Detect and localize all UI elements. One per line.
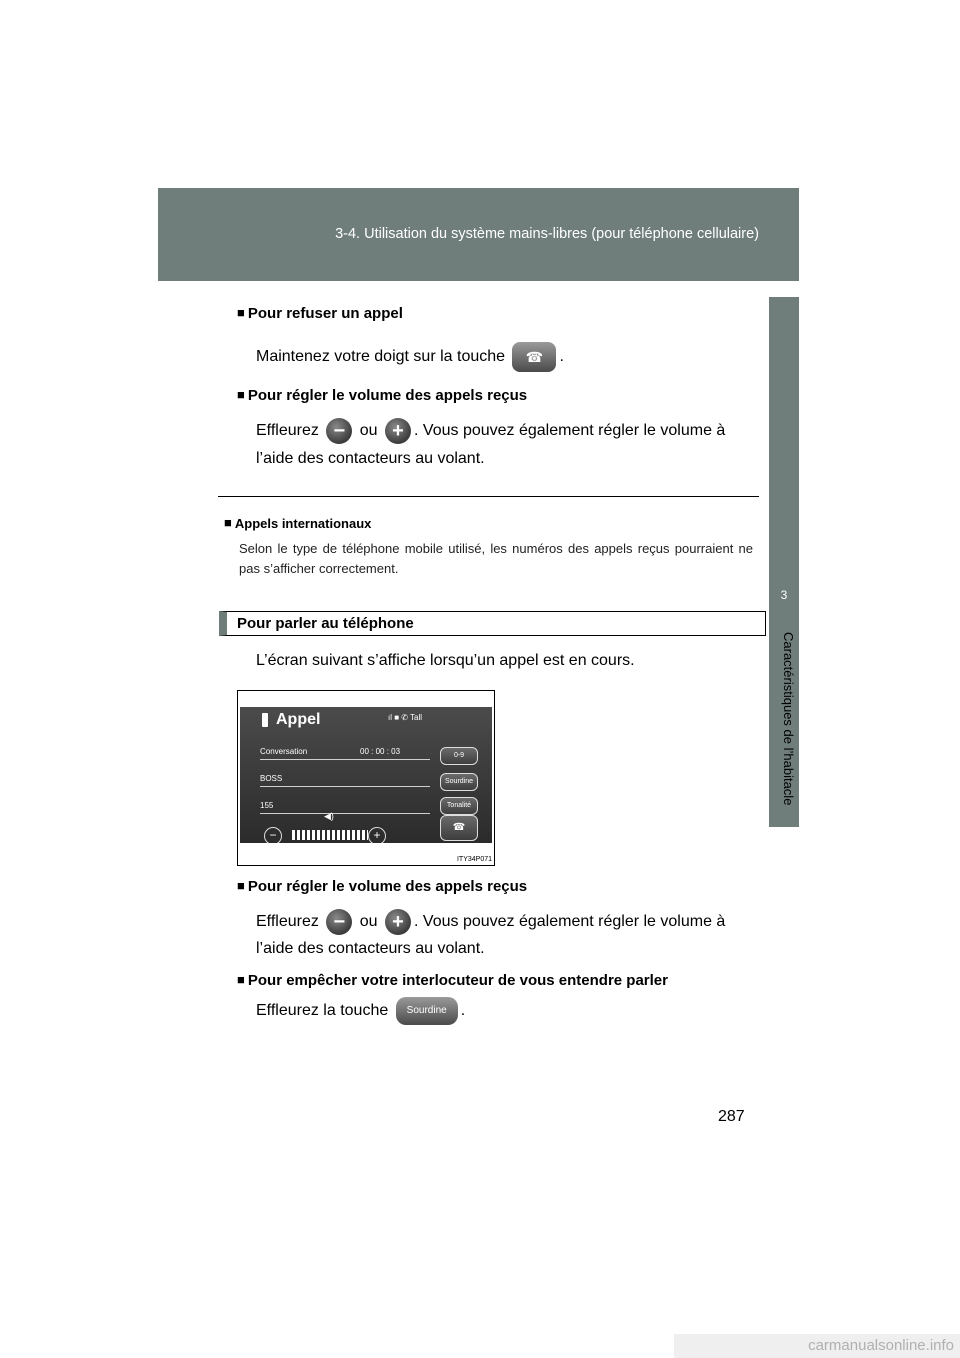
refuse-text: Maintenez votre doigt sur la touche ☎ .	[256, 342, 564, 372]
divider	[218, 496, 759, 497]
chapter-header	[158, 188, 799, 281]
volume-text-1: Effleurez − ou + . Vous pouvez également régler le volume à	[256, 420, 726, 442]
volume-down-icon: −	[264, 827, 282, 843]
volume-up-icon: +	[368, 827, 386, 843]
screen-row-name: BOSS	[260, 774, 430, 787]
call-screen	[240, 707, 492, 843]
note-heading: ■ Appels internationaux	[224, 515, 372, 531]
chapter-number: 3	[780, 588, 788, 602]
mute-button: Sourdine	[440, 773, 478, 791]
minus-button-icon: −	[326, 909, 352, 935]
refuse-heading: ■ Pour refuser un appel	[237, 305, 403, 322]
screen-row-conversation: Conversation 00 : 00 : 03	[260, 747, 430, 760]
square-bullet-icon: ■	[237, 878, 245, 893]
volume-heading-2: ■ Pour régler le volume des appels reçus	[237, 878, 528, 895]
square-bullet-icon: ■	[237, 305, 245, 320]
call-screen-illustration	[237, 690, 495, 866]
section-intro: L’écran suivant s’affiche lorsqu’un appel est en cours.	[256, 652, 635, 669]
call-timer: 00 : 00 : 03	[360, 747, 401, 756]
volume-text-2: Effleurez − ou + . Vous pouvez également régler le volume à	[256, 911, 726, 933]
screen-title: Appel	[276, 711, 321, 728]
minus-button-icon: −	[326, 418, 352, 444]
square-bullet-icon: ■	[224, 515, 232, 530]
status-icons: ıl ■ ✆ Tall	[388, 713, 423, 722]
page-number: 287	[718, 1108, 745, 1125]
volume-heading-1: ■ Pour régler le volume des appels reçus	[237, 387, 528, 404]
phone-icon	[262, 713, 268, 727]
screen-row-number: 155	[260, 801, 430, 814]
square-bullet-icon: ■	[237, 387, 245, 402]
volume-bar	[292, 830, 368, 840]
note-text: Selon le type de téléphone mobile utilisé, les numéros des appels reçus pourraient ne pas s’afficher correctement.	[239, 541, 753, 576]
image-code: ITY34P071	[456, 856, 492, 863]
plus-button-icon: +	[385, 909, 411, 935]
watermark: carmanualsonline.info	[674, 1334, 960, 1358]
volume-text-2b: l’aide des contacteurs au volant.	[256, 940, 485, 957]
square-bullet-icon: ■	[237, 972, 245, 987]
mute-heading: ■ Pour empêcher votre interlocuteur de vous entendre parler	[237, 972, 668, 989]
tone-button: Tonalité	[440, 797, 478, 815]
hang-up-button: ☎	[440, 815, 478, 841]
mute-text: Effleurez la touche Sourdine .	[256, 997, 465, 1025]
speaker-icon: ◀)	[324, 811, 334, 821]
section-header	[219, 611, 766, 636]
chapter-label: Caractéristiques de l’habitacle	[781, 632, 796, 806]
keypad-button: 0-9	[440, 747, 478, 765]
chapter-title: 3-4. Utilisation du système mains-libres (pour téléphone cellulaire)	[335, 226, 759, 242]
volume-text-1b: l’aide des contacteurs au volant.	[256, 450, 485, 467]
section-title: Pour parler au téléphone	[237, 615, 414, 632]
hang-up-button-icon: ☎	[512, 342, 556, 372]
plus-button-icon: +	[385, 418, 411, 444]
mute-button-icon: Sourdine	[396, 997, 458, 1025]
